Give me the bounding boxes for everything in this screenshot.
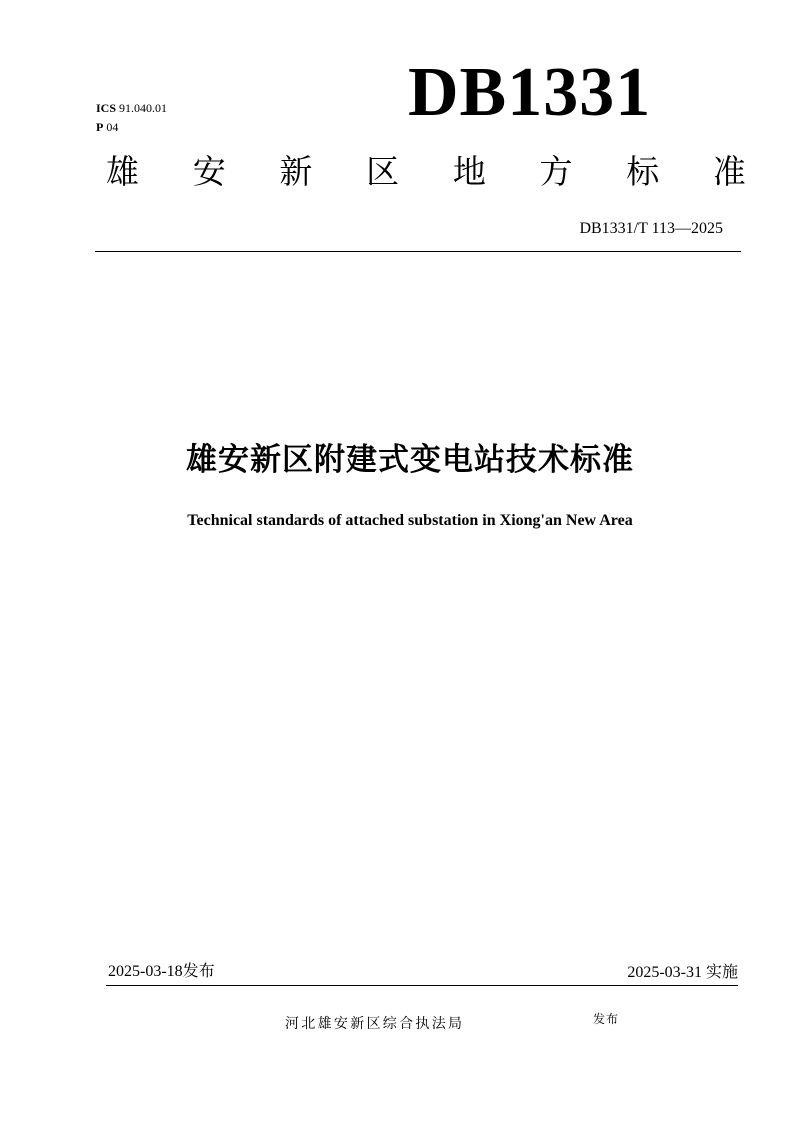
standard-code: DB1331 [408, 54, 652, 131]
standard-type-char: 区 [366, 152, 400, 191]
standard-type-char: 雄 [106, 152, 139, 191]
implement-date: 2025-03-31 [627, 964, 702, 981]
title-english: Technical standards of attached substation in Xiong'an New Area [187, 512, 633, 529]
standard-type-char: 地 [452, 152, 486, 191]
ics-label: ICS [96, 101, 117, 115]
issue-label: 发布 [182, 961, 215, 980]
standard-type-char: 新 [279, 152, 313, 191]
standard-type-char: 准 [712, 152, 746, 191]
implement-label: 实施 [705, 962, 738, 981]
issue-date-line [108, 960, 215, 983]
ccs-line [96, 118, 167, 137]
classification-codes [96, 99, 167, 137]
title-chinese: 雄安新区附建式变电站技术标准 [186, 442, 634, 478]
implement-date-line [627, 961, 738, 984]
standard-type [106, 152, 746, 191]
standard-type-char: 安 [192, 152, 226, 191]
top-divider [95, 251, 741, 252]
standard-type-char: 标 [626, 152, 660, 191]
issuer-name: 河北雄安新区综合执法局 [285, 1016, 465, 1032]
ccs-code: 04 [106, 120, 119, 134]
standard-type-char: 方 [539, 152, 573, 191]
ics-code: 91.040.01 [119, 101, 168, 115]
issue-date: 2025-03-18 [108, 963, 183, 980]
ccs-label: P [96, 120, 104, 134]
issuer-suffix: 发布 [593, 1012, 620, 1026]
document-number: DB1331/T 113—2025 [579, 220, 723, 237]
bottom-divider [106, 985, 738, 986]
ics-line [96, 99, 167, 118]
